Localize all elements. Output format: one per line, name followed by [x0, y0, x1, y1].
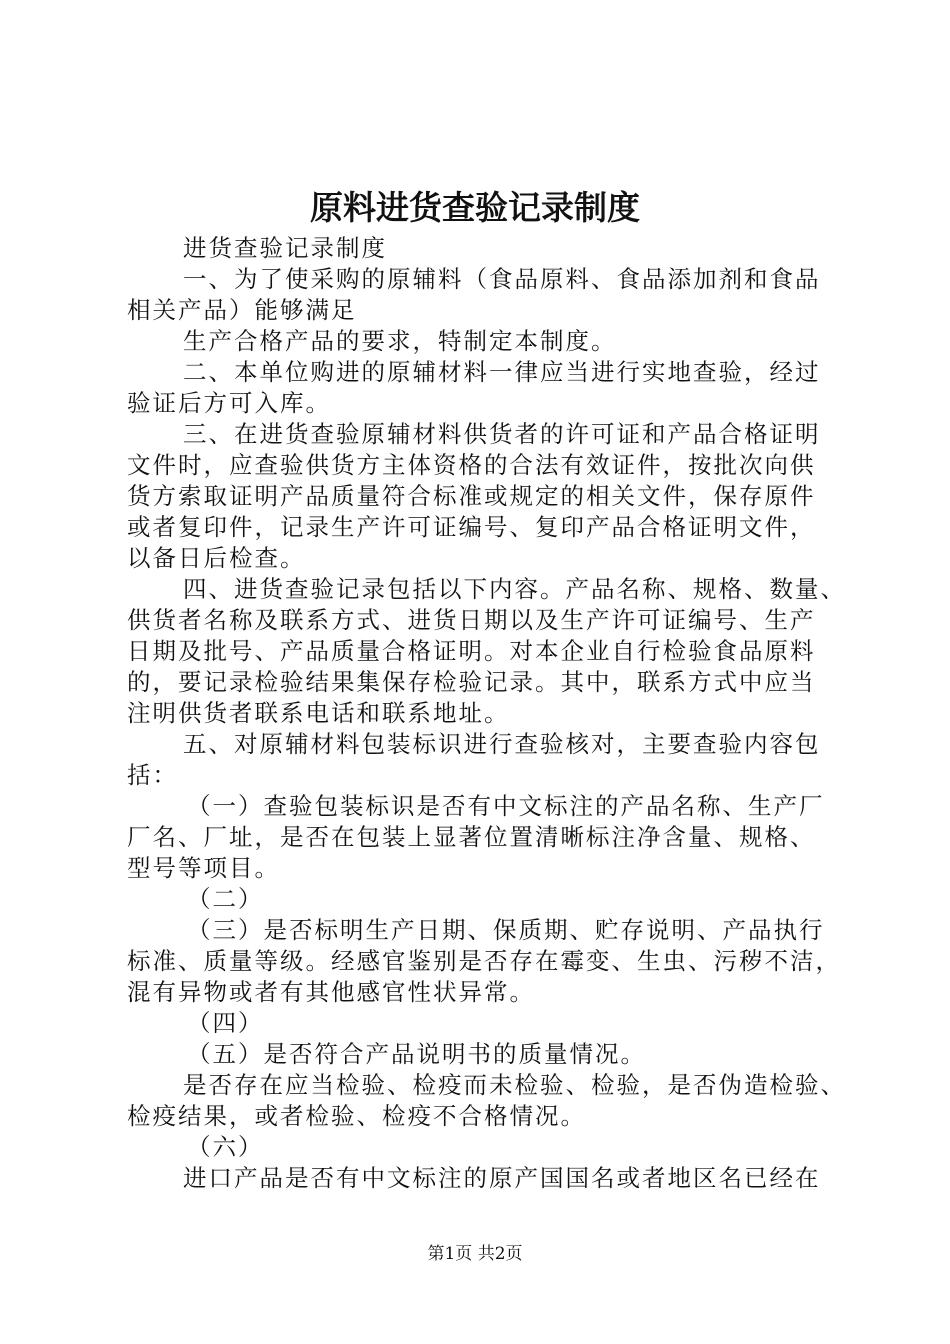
- text-line: 生产合格产品的要求，特制定本制度。: [183, 327, 617, 355]
- text-line: 五、对原辅材料包装标识进行查验核对，主要查验内容包: [183, 730, 821, 758]
- text-line: 四、进货查验记录包括以下内容。产品名称、规格、数量、: [183, 575, 846, 603]
- page-footer: 第1页 共2页: [427, 1244, 523, 1264]
- text-line: 供货者名称及联系方式、进货日期以及生产许可证编号、生产: [127, 606, 816, 634]
- text-line: （五）是否符合产品说明书的质量情况。: [187, 1040, 646, 1068]
- text-line: 相关产品）能够满足: [127, 296, 357, 324]
- text-line: 混有异物或者有其他感官性状异常。: [127, 978, 535, 1006]
- text-line: 进货查验记录制度: [183, 234, 387, 262]
- text-line: 括：: [127, 761, 178, 789]
- text-line: （二）: [187, 885, 264, 913]
- document-body: [127, 233, 846, 1194]
- text-line: 验证后方可入库。: [127, 389, 331, 417]
- text-line: 检疫结果，或者检验、检疫不合格情况。: [127, 1102, 586, 1130]
- text-line: 三、在进货查验原辅材料供货者的许可证和产品合格证明: [183, 420, 821, 448]
- text-line: 进口产品是否有中文标注的原产国国名或者地区名已经在: [183, 1164, 821, 1192]
- text-line: 二、本单位购进的原辅材料一律应当进行实地查验，经过: [183, 358, 821, 386]
- text-line: 日期及批号、产品质量合格证明。对本企业自行检验食品原料: [127, 637, 816, 665]
- text-line: 厂名、厂址，是否在包装上显著位置清晰标注净含量、规格、: [127, 823, 816, 851]
- text-line: （四）: [187, 1009, 264, 1037]
- text-line: （一）查验包装标识是否有中文标注的产品名称、生产厂: [187, 792, 825, 820]
- text-line: 一、为了使采购的原辅料（食品原料、食品添加剂和食品: [183, 265, 821, 293]
- text-line: 以备日后检查。: [127, 544, 306, 572]
- text-line: （六）: [187, 1133, 264, 1161]
- text-line: 是否存在应当检验、检疫而未检验、检验，是否伪造检验、: [183, 1071, 846, 1099]
- text-line: （三）是否标明生产日期、保质期、贮存说明、产品执行: [187, 916, 825, 944]
- text-line: 货方索取证明产品质量符合标准或规定的相关文件，保存原件: [127, 482, 816, 510]
- text-line: 标准、质量等级。经感官鉴别是否存在霉变、生虫、污秽不洁，: [127, 947, 841, 975]
- text-line: 型号等项目。: [127, 854, 280, 882]
- text-line: 或者复印件，记录生产许可证编号、复印产品合格证明文件，: [127, 513, 816, 541]
- text-line: 注明供货者联系电话和联系地址。: [127, 699, 510, 727]
- text-line: 文件时，应查验供货方主体资格的合法有效证件，按批次向供: [127, 451, 816, 479]
- text-line: 的，要记录检验结果集保存检验记录。其中，联系方式中应当: [127, 668, 816, 696]
- document-title: 原料进货查验记录制度: [310, 188, 640, 227]
